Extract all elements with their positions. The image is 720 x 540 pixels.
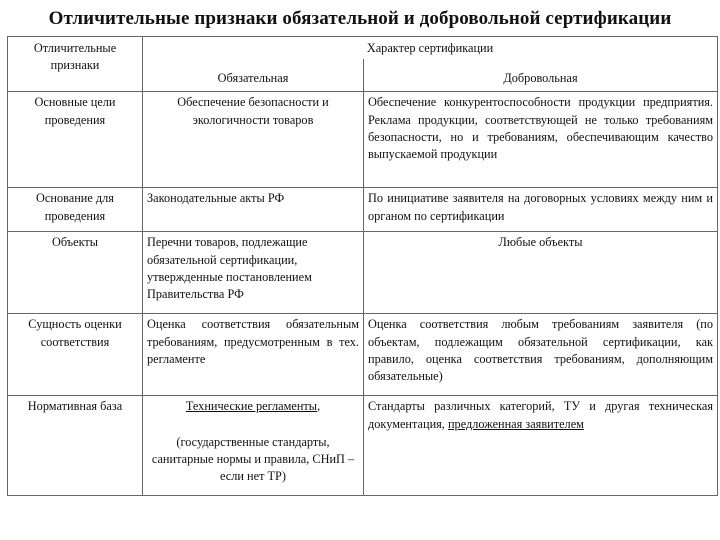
- table-row: [8, 188, 718, 232]
- row-feature: Основание для проведения: [8, 188, 143, 232]
- row-mandatory: Оценка соответствия обязательным требованиям, предусмотренным в тех. регламенте: [143, 314, 364, 396]
- voluntary-basis-text: Стандарты различных категорий, ТУ и другая техническая документация,: [368, 399, 714, 431]
- comparison-table-wrapper: [7, 36, 717, 496]
- row-mandatory: Законодательные акты РФ: [143, 188, 364, 232]
- regulations-comma: ,: [317, 399, 321, 414]
- header-features: Отличительные признаки: [8, 37, 143, 92]
- mandatory-basis-details: (государственные стандарты, санитарные нормы и правила, СНиП – если нет ТР): [151, 434, 355, 484]
- row-voluntary: Любые объекты: [364, 232, 718, 314]
- table-row: [8, 314, 718, 396]
- spacer: [147, 416, 359, 434]
- header-voluntary: Добровольная: [364, 59, 718, 92]
- row-feature: Основные цели проведения: [8, 92, 143, 188]
- table-row: [8, 92, 718, 188]
- row-feature: Сущность оценки соответствия: [8, 314, 143, 396]
- row-voluntary: По инициативе заявителя на договорных условиях между ним и органом по сертификации: [364, 188, 718, 232]
- table-row: [8, 396, 718, 496]
- row-mandatory: Перечни товаров, подлежащие обязательной сертификации, утвержденные постановлением Правительства РФ: [143, 232, 364, 314]
- row-feature: Объекты: [8, 232, 143, 314]
- regulations-link: Технические регламенты: [185, 399, 318, 414]
- row-voluntary: Обеспечение конкурентоспособности продукции предприятия. Реклама продукции, соответствующей не только требованиям безопасности, но и требованиям, обеспечивающим качество выпускаемой продукции: [364, 92, 718, 188]
- row-mandatory: Обеспечение безопасности и экологичности товаров: [143, 92, 364, 188]
- row-feature: Нормативная база: [8, 396, 143, 496]
- row-voluntary: [364, 396, 718, 496]
- comparison-table: [7, 36, 718, 496]
- page-title: Отличительные признаки обязательной и добровольной сертификации: [48, 8, 672, 29]
- proposed-by-applicant: предложенная заявителем: [447, 416, 584, 431]
- header-row: [8, 37, 718, 60]
- header-mandatory: Обязательная: [143, 59, 364, 92]
- table-row: [8, 232, 718, 314]
- row-mandatory: [143, 396, 364, 496]
- header-certification-type: Характер сертификации: [143, 37, 718, 60]
- row-voluntary: Оценка соответствия любым требованиям заявителя (по объектам, подлежащим обязательной сертификации, как правило, оценка соответствия требованиям, дополняющим обязательные): [364, 314, 718, 396]
